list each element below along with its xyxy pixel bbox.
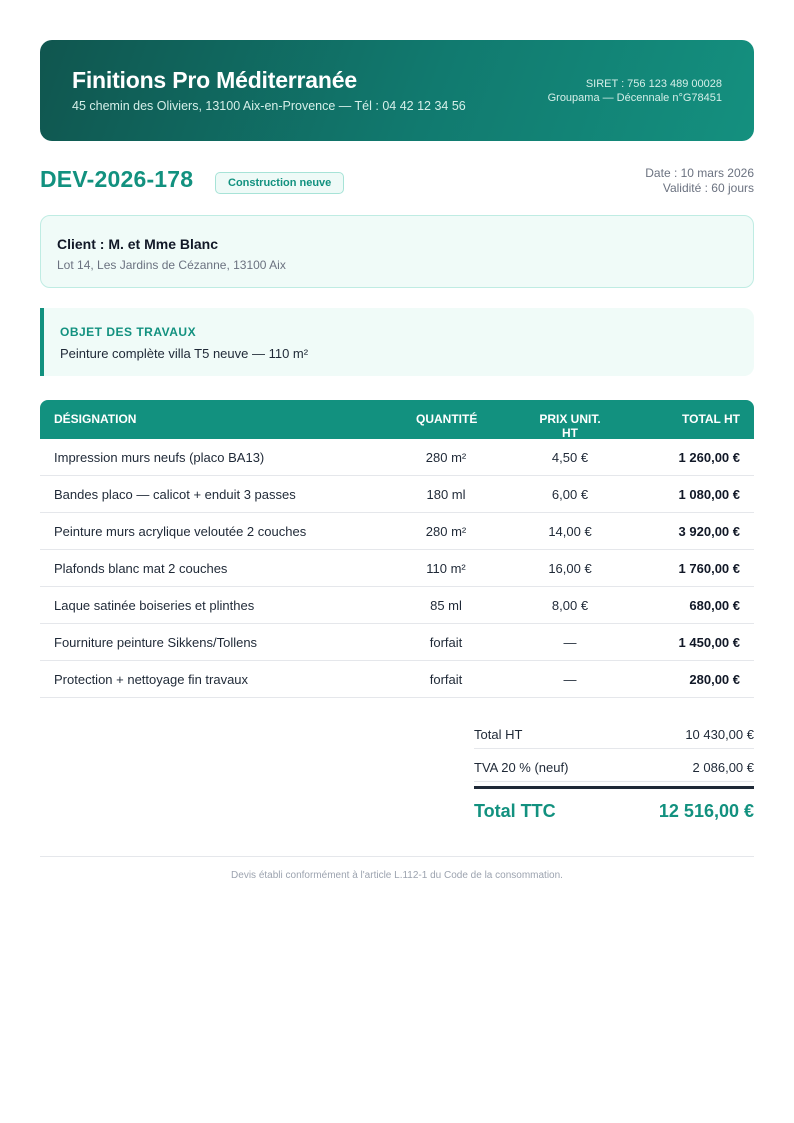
row-total: 1 080,00 € <box>678 487 740 502</box>
totals-block <box>474 716 754 829</box>
header-unit-price: PRIX UNIT. HT <box>539 412 601 440</box>
row-total: 280,00 € <box>689 672 740 687</box>
work-object-description: Peinture complète villa T5 neuve — 110 m² <box>60 346 309 361</box>
row-designation: Impression murs neufs (placo BA13) <box>54 450 265 465</box>
row-unit-price: 16,00 € <box>548 561 592 576</box>
table-row <box>40 624 754 661</box>
row-total: 1 260,00 € <box>678 450 740 465</box>
row-quantity: 85 ml <box>430 598 462 613</box>
table-row <box>40 550 754 587</box>
client-address: Lot 14, Les Jardins de Cézanne, 13100 Aix <box>57 258 286 272</box>
row-designation: Bandes placo — calicot + enduit 3 passes <box>54 487 296 502</box>
row-total: 680,00 € <box>689 598 740 613</box>
row-quantity: 110 m² <box>426 561 466 576</box>
footer-divider <box>40 856 754 857</box>
row-designation: Plafonds blanc mat 2 couches <box>54 561 228 576</box>
row-quantity: forfait <box>429 635 463 650</box>
row-unit-price: 4,50 € <box>551 450 589 465</box>
company-header <box>40 40 754 141</box>
work-type-badge: Construction neuve <box>215 172 344 194</box>
row-designation: Laque satinée boiseries et plinthes <box>54 598 255 613</box>
client-name: Client : M. et Mme Blanc <box>57 236 219 252</box>
table-row <box>40 439 754 476</box>
items-table <box>40 400 754 698</box>
header-total: TOTAL HT <box>682 412 740 426</box>
work-object-box <box>40 308 754 376</box>
quote-date: Date : 10 mars 2026 <box>645 166 754 180</box>
company-legal-info <box>548 77 722 105</box>
table-row <box>40 476 754 513</box>
total-ttc-value: 12 516,00 € <box>658 801 754 821</box>
work-object-title: OBJET DES TRAVAUX <box>60 325 197 339</box>
row-unit-price: — <box>563 672 577 687</box>
table-row <box>40 661 754 698</box>
tva-line <box>474 749 754 782</box>
company-insurance: Groupama — Décennale n°G78451 <box>547 92 722 104</box>
quote-validity: Validité : 60 jours <box>662 181 754 195</box>
row-quantity: forfait <box>429 672 463 687</box>
row-designation: Fourniture peinture Sikkens/Tollens <box>54 635 258 650</box>
client-box <box>40 215 754 288</box>
row-quantity: 280 m² <box>425 524 467 539</box>
row-total: 3 920,00 € <box>678 524 740 539</box>
total-ht-label: Total HT <box>474 727 523 742</box>
row-total: 1 760,00 € <box>678 561 740 576</box>
quote-number: DEV-2026-178 <box>40 166 194 192</box>
row-total: 1 450,00 € <box>678 635 740 650</box>
row-unit-price: 14,00 € <box>548 524 592 539</box>
header-quantity: QUANTITÉ <box>416 412 478 426</box>
company-siret: SIRET : 756 123 489 00028 <box>585 78 722 90</box>
table-row <box>40 587 754 624</box>
total-ttc-label: Total TTC <box>474 801 556 821</box>
row-unit-price: 8,00 € <box>551 598 589 613</box>
total-ttc-line <box>474 789 754 829</box>
tva-value: 2 086,00 € <box>692 760 754 775</box>
row-designation: Peinture murs acrylique veloutée 2 couches <box>54 524 307 539</box>
row-quantity: 280 m² <box>425 450 467 465</box>
company-name: Finitions Pro Méditerranée <box>72 67 357 93</box>
row-unit-price: — <box>563 635 577 650</box>
company-address: 45 chemin des Oliviers, 13100 Aix-en-Provence — Tél : 04 42 12 34 56 <box>72 99 466 113</box>
tva-label: TVA 20 % (neuf) <box>474 760 569 775</box>
row-unit-price: 6,00 € <box>551 487 589 502</box>
quote-meta <box>645 166 754 196</box>
footer-legal-note: Devis établi conformément à l'article L.112-1 du Code de la consommation. <box>231 870 563 881</box>
row-designation: Protection + nettoyage fin travaux <box>54 672 249 687</box>
total-ht-line <box>474 716 754 749</box>
header-designation: DÉSIGNATION <box>54 412 137 426</box>
row-quantity: 180 ml <box>426 487 466 502</box>
table-row <box>40 513 754 550</box>
table-header <box>40 400 754 439</box>
total-ht-value: 10 430,00 € <box>685 727 754 742</box>
